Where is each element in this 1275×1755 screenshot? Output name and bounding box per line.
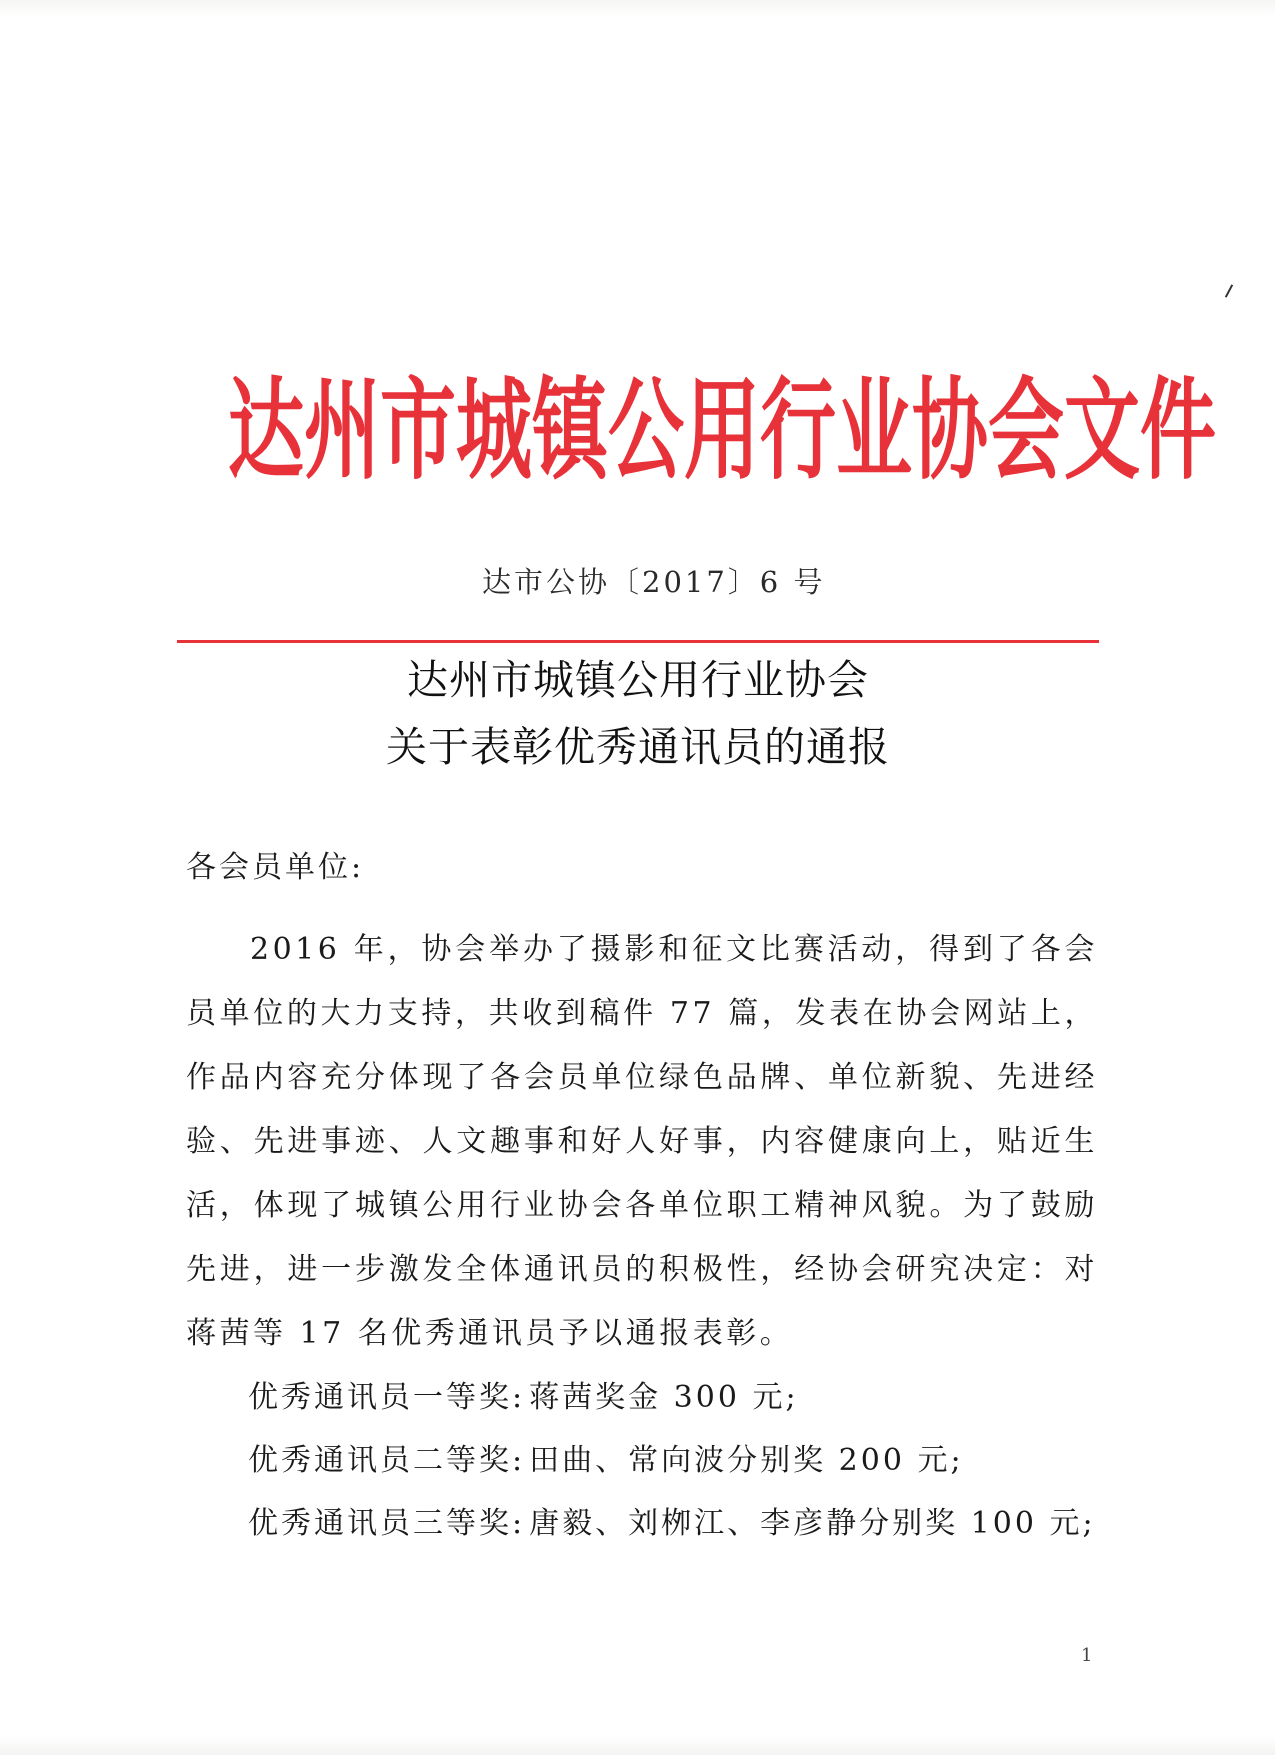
award-detail: 田曲、常向波分别奖 200 元; (529, 1443, 964, 1478)
award-first-prize (248, 1378, 799, 1418)
award-third-prize (248, 1504, 1096, 1544)
subject-line-2: 关于表彰优秀通讯员的通报 (386, 723, 890, 771)
award-label: 优秀通讯员一等奖: (248, 1380, 526, 1415)
award-label: 优秀通讯员二等奖: (248, 1443, 526, 1478)
scan-mark (1225, 284, 1233, 297)
body-paragraph: 2016 年，协会举办了摄影和征文比赛活动，得到了各会员单位的大力支持，共收到稿件 77 篇，发表在协会网站上，作品内容充分体现了各会员单位绿色品牌、单位新貌、先进经验、先进事迹、人文趣事和好人好事，内容健康向上，贴近生活，体现了城镇公用行业协会各单位职工精神风貌。为了鼓励先进，进一步激发全体通讯员的积极性，经协会研究决定：对蒋茜等 17 名优秀通讯员予以通报表彰。 (186, 932, 1098, 1351)
document-header-title: 达州市城镇公用行业协会文件 (228, 365, 1216, 495)
document-number: 达市公协〔2017〕6 号 (482, 565, 826, 599)
subject-line-1: 达州市城镇公用行业协会 (407, 656, 869, 704)
award-detail: 唐毅、刘栁江、李彦静分别奖 100 元; (529, 1506, 1096, 1541)
salutation: 各会员单位: (186, 850, 365, 885)
award-detail: 蒋茜奖金 300 元; (529, 1380, 799, 1415)
header-divider (177, 640, 1099, 643)
award-second-prize (248, 1441, 964, 1481)
page-number: 1 (1081, 1645, 1093, 1666)
award-label: 优秀通讯员三等奖: (248, 1506, 526, 1541)
